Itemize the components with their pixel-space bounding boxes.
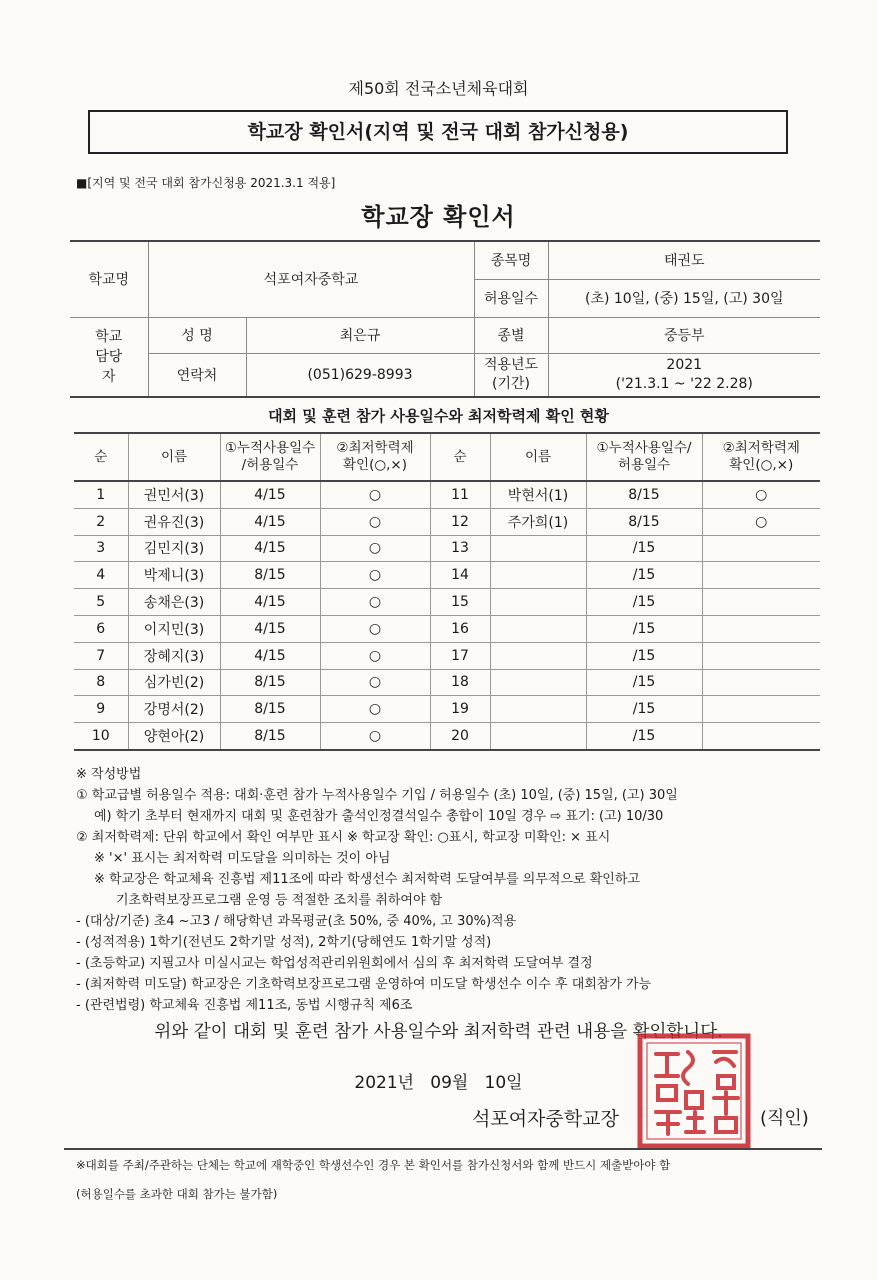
cell-name: 양현아(2) bbox=[128, 723, 220, 750]
cell-days2: 8/15 bbox=[586, 481, 702, 508]
cell-no: 7 bbox=[74, 642, 128, 669]
table-row bbox=[74, 481, 820, 508]
cell-min2 bbox=[702, 669, 820, 696]
cell-no2: 16 bbox=[430, 615, 490, 642]
cell-no2: 13 bbox=[430, 535, 490, 562]
cell-name2: 박현서(1) bbox=[490, 481, 586, 508]
cell-name2 bbox=[490, 615, 586, 642]
principal-signature: 석포여자중학교장 bbox=[472, 1108, 619, 1130]
cell-no2: 20 bbox=[430, 723, 490, 750]
cell-no: 5 bbox=[74, 589, 128, 616]
cell-name2: 주가희(1) bbox=[490, 508, 586, 535]
document-title-box: 학교장 확인서(지역 및 전국 대회 참가신청용) bbox=[88, 110, 788, 154]
cell-name: 송채은(3) bbox=[128, 589, 220, 616]
method-line: ① 학교급별 허용일수 적용: 대회·훈련 참가 누적사용일수 기입 / 허용일수 (초) 10일, (중) 15일, (고) 30일 bbox=[76, 788, 678, 803]
method-line: - (성적적용) 1학기(전년도 2학기말 성적), 2학기(당해연도 1학기말 성적) bbox=[76, 935, 492, 950]
cell-name: 권유진(3) bbox=[128, 508, 220, 535]
cell-no2: 11 bbox=[430, 481, 490, 508]
cell-days: 4/15 bbox=[220, 615, 320, 642]
cell-name2 bbox=[490, 562, 586, 589]
manager-label: 학교 담당자 bbox=[70, 317, 148, 397]
cell-name: 장혜지(3) bbox=[128, 642, 220, 669]
method-line: - (최저학력 미도달) 학교장은 기초학력보장프로그램 운영하여 미도달 학생선수 이수 후 대회참가 가능 bbox=[76, 977, 652, 992]
col-name: 이름 bbox=[128, 433, 220, 481]
cell-no2: 14 bbox=[430, 562, 490, 589]
cell-name: 권민서(3) bbox=[128, 481, 220, 508]
cell-min2: ○ bbox=[702, 508, 820, 535]
table-row bbox=[74, 723, 820, 750]
cell-days2: /15 bbox=[586, 723, 702, 750]
cell-no: 10 bbox=[74, 723, 128, 750]
cell-days: 4/15 bbox=[220, 642, 320, 669]
footer-note-2: (허용일수를 초과한 대회 참가는 불가함) bbox=[76, 1187, 278, 1201]
seal-label: (직인) bbox=[760, 1108, 809, 1129]
cell-name2 bbox=[490, 723, 586, 750]
method-line: - (초등학교) 지필고사 미실시교는 학업성적관리위원회에서 심의 후 최저학력 도달여부 결정 bbox=[76, 956, 593, 971]
cell-min: ○ bbox=[320, 723, 430, 750]
cell-no: 2 bbox=[74, 508, 128, 535]
table-row bbox=[74, 615, 820, 642]
cell-name2 bbox=[490, 696, 586, 723]
method-line: 기초학력보장프로그램 운영 등 적절한 조치를 취하여야 함 bbox=[116, 893, 443, 908]
col-min-2: ②최저학력제 확인(○,×) bbox=[702, 433, 820, 481]
cell-name: 이지민(3) bbox=[128, 615, 220, 642]
writing-method bbox=[76, 764, 836, 1016]
cell-name2 bbox=[490, 642, 586, 669]
event-title: 제50회 전국소년체육대회 bbox=[348, 79, 529, 98]
year-value bbox=[548, 353, 820, 397]
type-label: 종별 bbox=[474, 317, 548, 353]
cell-no: 8 bbox=[74, 669, 128, 696]
table-row bbox=[74, 642, 820, 669]
form-note: ■[지역 및 전국 대회 참가신청용 2021.3.1 적용] bbox=[76, 176, 336, 190]
year-value-year: 2021 bbox=[666, 356, 703, 373]
cell-days2: /15 bbox=[586, 615, 702, 642]
cell-min2 bbox=[702, 589, 820, 616]
cell-no: 1 bbox=[74, 481, 128, 508]
cell-min2 bbox=[702, 723, 820, 750]
cell-min2 bbox=[702, 535, 820, 562]
cell-no2: 15 bbox=[430, 589, 490, 616]
cell-days2: /15 bbox=[586, 642, 702, 669]
days-value: (초) 10일, (중) 15일, (고) 30일 bbox=[548, 279, 820, 317]
method-title: ※ 작성방법 bbox=[76, 767, 142, 782]
cell-min2 bbox=[702, 562, 820, 589]
confirm-statement: 위와 같이 대회 및 훈련 참가 사용일수와 최저학력 관련 내용을 확인합니다. bbox=[154, 1022, 723, 1042]
cell-days: 8/15 bbox=[220, 696, 320, 723]
table-row bbox=[74, 562, 820, 589]
col-min: ②최저학력제 확인(○,×) bbox=[320, 433, 430, 481]
year-label: 적용년도 (기간) bbox=[474, 353, 548, 397]
cell-min: ○ bbox=[320, 696, 430, 723]
cell-days: 4/15 bbox=[220, 589, 320, 616]
cell-min: ○ bbox=[320, 642, 430, 669]
cell-days2: /15 bbox=[586, 589, 702, 616]
table-row bbox=[74, 508, 820, 535]
cell-min2: ○ bbox=[702, 481, 820, 508]
method-line: ※ '×' 표시는 최저학력 미도달을 의미하는 것이 아님 bbox=[94, 851, 391, 866]
table-row bbox=[74, 669, 820, 696]
table-row bbox=[74, 535, 820, 562]
table-title: 대회 및 훈련 참가 사용일수와 최저학력제 확인 현황 bbox=[268, 407, 609, 425]
cell-name2 bbox=[490, 669, 586, 696]
cell-days: 4/15 bbox=[220, 535, 320, 562]
cell-min: ○ bbox=[320, 535, 430, 562]
sign-date: 2021년 09월 10일 bbox=[354, 1073, 523, 1093]
table-row bbox=[74, 589, 820, 616]
usage-table bbox=[74, 432, 820, 751]
cell-min: ○ bbox=[320, 508, 430, 535]
col-name-2: 이름 bbox=[490, 433, 586, 481]
cell-name2 bbox=[490, 535, 586, 562]
method-line: ※ 학교장은 학교체육 진흥법 제11조에 따라 학생선수 최저학력 도달여부를 의무적으로 확인하고 bbox=[94, 872, 640, 887]
cell-days: 8/15 bbox=[220, 669, 320, 696]
cell-days: 8/15 bbox=[220, 723, 320, 750]
cell-no2: 18 bbox=[430, 669, 490, 696]
cell-no: 4 bbox=[74, 562, 128, 589]
method-line: 예) 학기 초부터 현재까지 대회 및 훈련참가 출석인정결석일수 총합이 10일 경우 ⇨ 표기: (고) 10/30 bbox=[94, 809, 664, 824]
cell-no: 3 bbox=[74, 535, 128, 562]
col-no-2: 순 bbox=[430, 433, 490, 481]
cell-days: 8/15 bbox=[220, 562, 320, 589]
cell-name: 심가빈(2) bbox=[128, 669, 220, 696]
cell-days2: /15 bbox=[586, 535, 702, 562]
sport-label: 종목명 bbox=[474, 241, 548, 279]
page-heading: 학교장 확인서 bbox=[361, 203, 516, 231]
cell-days: 4/15 bbox=[220, 481, 320, 508]
cell-days2: /15 bbox=[586, 562, 702, 589]
school-label: 학교명 bbox=[70, 241, 148, 317]
official-seal-stamp bbox=[636, 1032, 752, 1150]
name-value: 최은규 bbox=[246, 317, 474, 353]
name-label: 성 명 bbox=[148, 317, 246, 353]
cell-min2 bbox=[702, 642, 820, 669]
cell-min: ○ bbox=[320, 669, 430, 696]
method-line: ② 최저학력제: 단위 학교에서 확인 여부만 표시 ※ 학교장 확인: ○표시, 학교장 미확인: × 표시 bbox=[76, 830, 611, 845]
footer-note: ※대회를 주최/주관하는 단체는 학교에 재학중인 학생선수인 경우 본 확인서를 참가신청서와 함께 반드시 제출받아야 함 bbox=[76, 1158, 671, 1172]
cell-name: 박제니(3) bbox=[128, 562, 220, 589]
contact-label: 연락처 bbox=[148, 353, 246, 397]
cell-name2 bbox=[490, 589, 586, 616]
method-line: - (대상/기준) 초4 ~고3 / 해당학년 과목평균(초 50%, 중 40%, 고 30%)적용 bbox=[76, 914, 517, 929]
cell-no: 9 bbox=[74, 696, 128, 723]
type-value: 중등부 bbox=[548, 317, 820, 353]
col-days: ①누적사용일수 /허용일수 bbox=[220, 433, 320, 481]
cell-days2: 8/15 bbox=[586, 508, 702, 535]
col-days-2: ①누적사용일수/ 허용일수 bbox=[586, 433, 702, 481]
method-line: - (관련법령) 학교체육 진흥법 제11조, 동법 시행규칙 제6조 bbox=[76, 998, 413, 1013]
school-value: 석포여자중학교 bbox=[148, 241, 474, 317]
cell-days2: /15 bbox=[586, 696, 702, 723]
cell-min: ○ bbox=[320, 562, 430, 589]
sport-value: 태권도 bbox=[548, 241, 820, 279]
contact-value: (051)629-8993 bbox=[246, 353, 474, 397]
cell-no2: 17 bbox=[430, 642, 490, 669]
cell-min: ○ bbox=[320, 589, 430, 616]
cell-days2: /15 bbox=[586, 669, 702, 696]
table-row bbox=[74, 696, 820, 723]
col-no: 순 bbox=[74, 433, 128, 481]
cell-no2: 12 bbox=[430, 508, 490, 535]
cell-min: ○ bbox=[320, 481, 430, 508]
footer-divider bbox=[64, 1148, 822, 1150]
cell-name: 김민지(3) bbox=[128, 535, 220, 562]
school-info-table bbox=[70, 240, 820, 398]
cell-no: 6 bbox=[74, 615, 128, 642]
cell-no2: 19 bbox=[430, 696, 490, 723]
cell-min2 bbox=[702, 615, 820, 642]
cell-days: 4/15 bbox=[220, 508, 320, 535]
days-label: 허용일수 bbox=[474, 279, 548, 317]
year-value-period: ('21.3.1 ~ '22 2.28) bbox=[615, 375, 753, 392]
cell-min2 bbox=[702, 696, 820, 723]
cell-min: ○ bbox=[320, 615, 430, 642]
cell-name: 강명서(2) bbox=[128, 696, 220, 723]
